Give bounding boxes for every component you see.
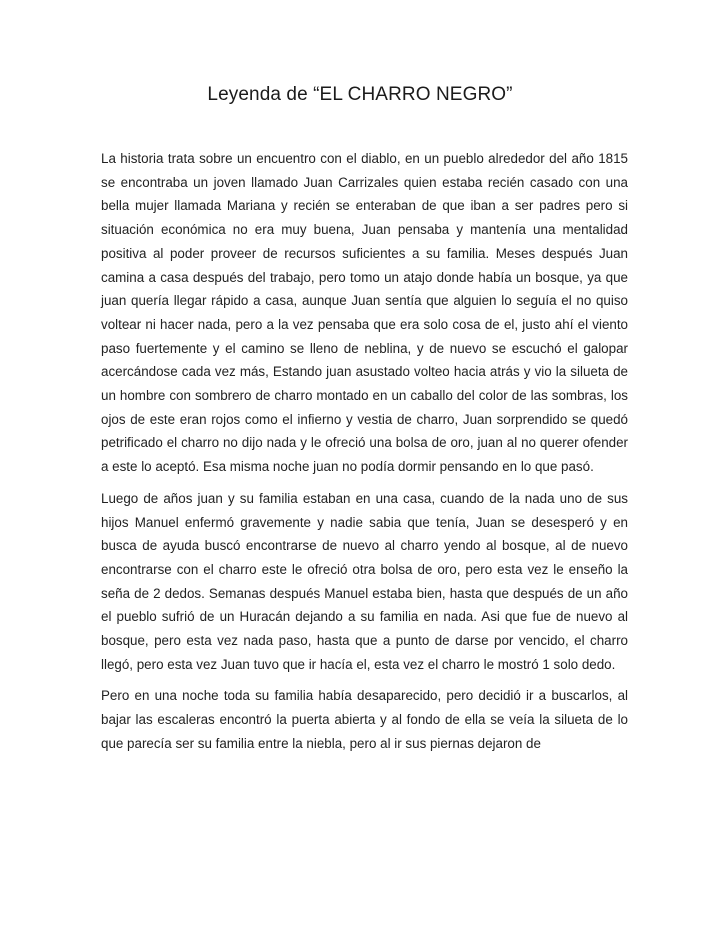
paragraph-1: La historia trata sobre un encuentro con el diablo, en un pueblo alrededor del año 1815 se encontraba un joven llamado Juan Carrizales quien estaba recién casado con una bella mujer llamada Mariana y recién se enteraban de que iban a ser padres pero si situación económica no era muy buena, Juan pensaba y mantenía una mentalidad positiva al poder proveer de recursos suficientes a su familia. Meses después Juan camina a casa después del trabajo, pero tomo un atajo donde había un bosque, ya que juan quería llegar rápido a casa, aunque Juan sentía que alguien lo seguía el no quiso voltear ni hacer nada, pero a la vez pensaba que era solo cosa de el, justo ahí el viento paso fuertemente y el camino se lleno de neblina, y de nuevo se escuchó el galopar acercándose cada vez más, Estando juan asustado volteo hacia atrás y vio la silueta de un hombre con sombrero de charro montado en un caballo del color de las sombras, los ojos de este eran rojos como el infierno y vestia de charro, Juan sorprendido se quedó petrificado el charro no dijo nada y le ofreció una bolsa de oro, juan al no querer ofender a este lo aceptó. Esa misma noche juan no podía dormir pensando en lo que pasó. (101, 151, 628, 475)
paragraph-3: Pero en una noche toda su familia había desaparecido, pero decidió ir a buscarlos, al bajar las escaleras encontró la puerta abierta y al fondo de ella se veía la silueta de lo que parecía ser su familia entre la niebla, pero al ir sus piernas dejaron de (101, 688, 628, 751)
document-title: Leyenda de “EL CHARRO NEGRO” (207, 84, 513, 105)
document-body (101, 147, 628, 764)
paragraph-2: Luego de años juan y su familia estaban en una casa, cuando de la nada uno de sus hijos Manuel enfermó gravemente y nadie sabia que tenía, Juan se desesperó y en busca de ayuda buscó encontrarse de nuevo al charro yendo al bosque, al de nuevo encontrarse con el charro este le ofreció otra bolsa de oro, pero esta vez le enseño la seña de 2 dedos. Semanas después Manuel estaba bien, hasta que después de un año el pueblo sufrió de un Huracán dejando a su familia en nada. Asi que fue de nuevo al bosque, pero esta vez nada paso, hasta que a punto de darse por vencido, el charro llegó, pero esta vez Juan tuvo que ir hacía el, esta vez el charro le mostró 1 solo dedo. (101, 490, 628, 672)
